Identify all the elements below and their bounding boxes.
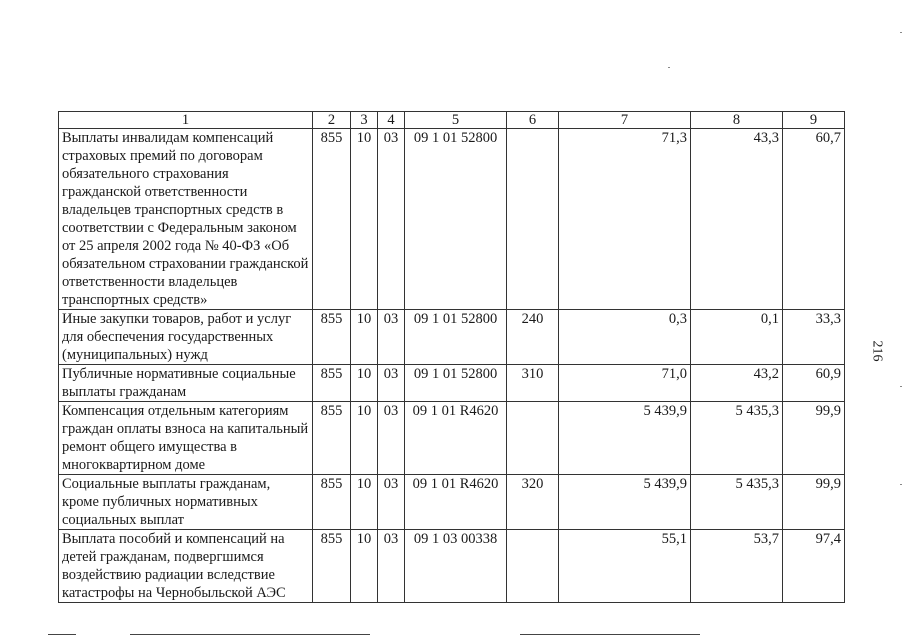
scan-artifact-line [130, 634, 370, 635]
scan-speck [900, 484, 902, 485]
scan-speck [668, 67, 670, 68]
cell-col8: 0,1 [691, 310, 783, 365]
column-header: 3 [351, 112, 378, 129]
cell-subsection: 03 [378, 530, 405, 603]
cell-col9: 60,9 [783, 365, 845, 402]
table-row [59, 365, 845, 402]
cell-target-article: 09 1 01 52800 [405, 310, 507, 365]
table-row [59, 129, 845, 310]
cell-col9: 60,7 [783, 129, 845, 310]
row-name: Выплата пособий и компенсаций на детей гражданам, подвергшимся воздействию радиации вследствие катастрофы на Чернобыльской АЭС [59, 530, 313, 603]
cell-col8: 43,3 [691, 129, 783, 310]
cell-target-article: 09 1 01 52800 [405, 365, 507, 402]
cell-ministry: 855 [313, 530, 351, 603]
page-number: 216 [869, 340, 885, 362]
cell-col7: 5 439,9 [559, 475, 691, 530]
scan-speck [900, 32, 902, 33]
cell-subsection: 03 [378, 129, 405, 310]
cell-col7: 0,3 [559, 310, 691, 365]
cell-section: 10 [351, 365, 378, 402]
cell-ministry: 855 [313, 475, 351, 530]
cell-col9: 97,4 [783, 530, 845, 603]
cell-ministry: 855 [313, 129, 351, 310]
cell-col8: 53,7 [691, 530, 783, 603]
cell-col8: 43,2 [691, 365, 783, 402]
scan-speck [900, 386, 902, 387]
table-row [59, 310, 845, 365]
cell-col9: 33,3 [783, 310, 845, 365]
cell-col9: 99,9 [783, 402, 845, 475]
cell-col8: 5 435,3 [691, 475, 783, 530]
cell-section: 10 [351, 129, 378, 310]
row-name: Выплаты инвалидам компенсаций страховых премий по договорам обязательного страхования гражданской ответственности владельцев транспортных средств в соответствии с Федеральным законом от 25 апреля 2002 года № 40-ФЗ «Об обязательном страховании гражданской ответственности владельцев транспортных средств» [59, 129, 313, 310]
cell-target-article: 09 1 01 R4620 [405, 402, 507, 475]
cell-col7: 5 439,9 [559, 402, 691, 475]
scan-artifact-line [48, 634, 76, 635]
cell-subsection: 03 [378, 475, 405, 530]
column-header: 2 [313, 112, 351, 129]
cell-subsection: 03 [378, 365, 405, 402]
column-header: 8 [691, 112, 783, 129]
cell-ministry: 855 [313, 310, 351, 365]
column-header: 6 [507, 112, 559, 129]
cell-expense-type [507, 402, 559, 475]
cell-expense-type: 310 [507, 365, 559, 402]
cell-col7: 55,1 [559, 530, 691, 603]
row-name: Публичные нормативные социальные выплаты гражданам [59, 365, 313, 402]
cell-ministry: 855 [313, 402, 351, 475]
cell-section: 10 [351, 310, 378, 365]
row-name: Социальные выплаты гражданам, кроме публичных нормативных социальных выплат [59, 475, 313, 530]
cell-expense-type [507, 530, 559, 603]
cell-col7: 71,0 [559, 365, 691, 402]
column-header: 9 [783, 112, 845, 129]
cell-col8: 5 435,3 [691, 402, 783, 475]
table-row [59, 475, 845, 530]
cell-expense-type: 240 [507, 310, 559, 365]
row-name: Компенсация отдельным категориям граждан оплаты взноса на капитальный ремонт общего имущества в многоквартирном доме [59, 402, 313, 475]
column-header: 4 [378, 112, 405, 129]
cell-section: 10 [351, 475, 378, 530]
scan-artifact-line [520, 634, 700, 635]
cell-target-article: 09 1 01 52800 [405, 129, 507, 310]
column-header: 5 [405, 112, 507, 129]
cell-section: 10 [351, 402, 378, 475]
cell-col7: 71,3 [559, 129, 691, 310]
table-row [59, 530, 845, 603]
column-header: 7 [559, 112, 691, 129]
row-name: Иные закупки товаров, работ и услуг для обеспечения государственных (муниципальных) нужд [59, 310, 313, 365]
column-header: 1 [59, 112, 313, 129]
budget-table [58, 111, 845, 603]
table-row [59, 402, 845, 475]
cell-section: 10 [351, 530, 378, 603]
cell-target-article: 09 1 01 R4620 [405, 475, 507, 530]
cell-ministry: 855 [313, 365, 351, 402]
table-header-row [59, 112, 845, 129]
cell-expense-type: 320 [507, 475, 559, 530]
cell-subsection: 03 [378, 402, 405, 475]
cell-col9: 99,9 [783, 475, 845, 530]
cell-subsection: 03 [378, 310, 405, 365]
cell-expense-type [507, 129, 559, 310]
cell-target-article: 09 1 03 00338 [405, 530, 507, 603]
